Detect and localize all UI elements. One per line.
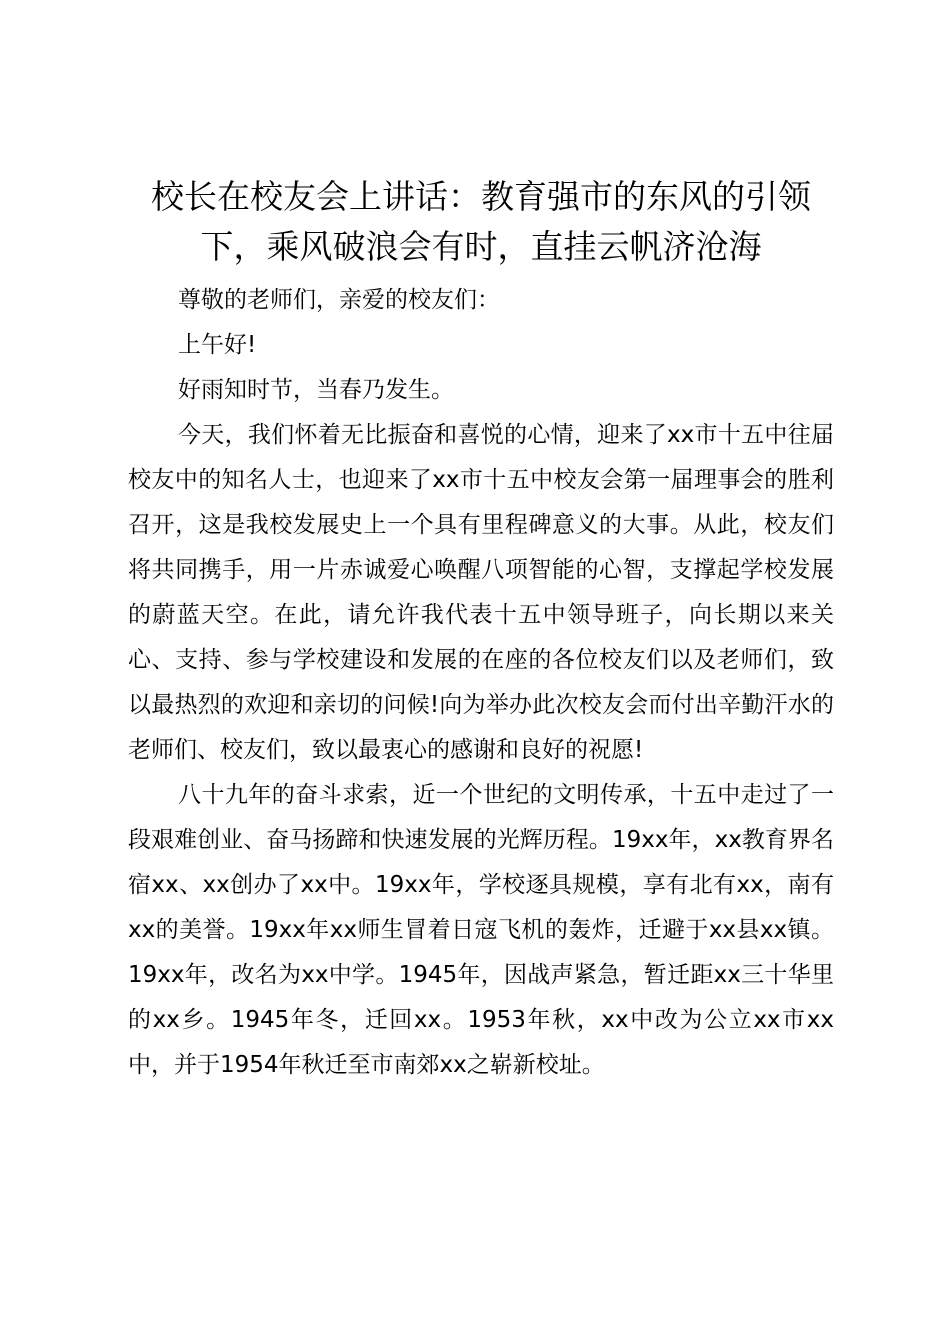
- document-title: 校长在校友会上讲话：教育强市的东风的引领下，乘风破浪会有时，直挂云帆济沧海: [151, 177, 811, 266]
- salutation-paragraph: 尊敬的老师们，亲爱的校友们：: [178, 287, 500, 313]
- history-paragraph: 八十九年的奋斗求索，近一个世纪的文明传承，十五中走过了一段艰难创业、奋马扬蹄和快速发展的光辉历程。19xx年，xx教育界名宿xx、xx创办了xx中。19xx年，学校逐具规模，享有北有xx，南有xx的美誉。19xx年xx师生冒着日寇飞机的轰炸，迁避于xx县xx镇。19xx年，改名为xx中学。1945年，因战声紧急，暂迁距xx三十华里的xx乡。1945年冬，迁回xx。1953年秋，xx中改为公立xx市xx中，并于1954年秋迁至市南郊xx之崭新校址。: [128, 782, 834, 1078]
- greeting-paragraph: 上午好!: [178, 332, 257, 358]
- document-body: [128, 278, 834, 1088]
- poem-line-paragraph: 好雨知时节，当春乃发生。: [178, 377, 454, 403]
- welcome-paragraph: 今天，我们怀着无比振奋和喜悦的心情，迎来了xx市十五中往届校友中的知名人士，也迎来了xx市十五中校友会第一届理事会的胜利召开，这是我校发展史上一个具有里程碑意义的大事。从此，校友们将共同携手，用一片赤诚爱心唤醒八项智能的心智，支撑起学校发展的蔚蓝天空。在此，请允许我代表十五中领导班子，向长期以来关心、支持、参与学校建设和发展的在座的各位校友们以及老师们，致以最热烈的欢迎和亲切的问候!向为举办此次校友会而付出辛勤汗水的老师们、校友们，致以最衷心的感谢和良好的祝愿!: [128, 422, 834, 763]
